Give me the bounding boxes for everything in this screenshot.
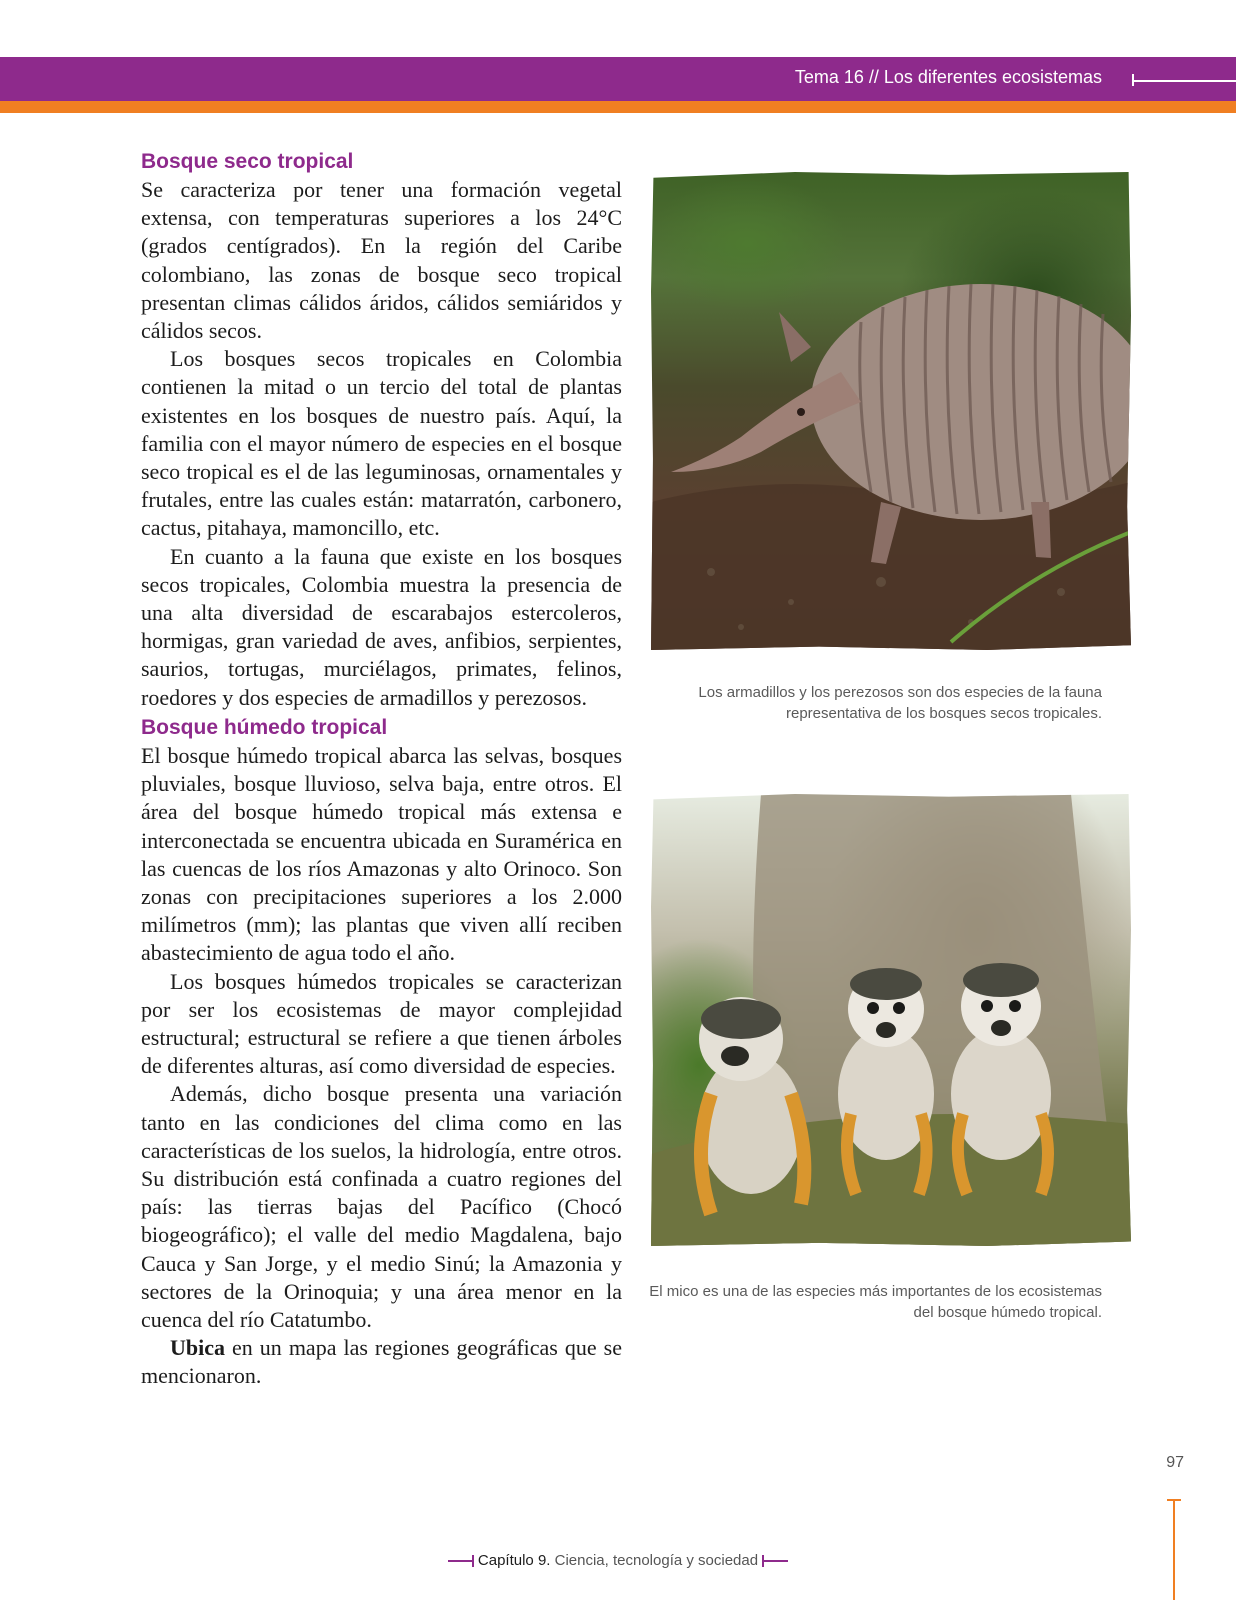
footer-rule-left: [448, 1560, 474, 1562]
paragraph: En cuanto a la fauna que existe en los bosques secos tropicales, Colombia muestra la presencia de una alta diversidad de escarabajos estercoleros, hormigas, gran variedad de aves, anfibios, serpientes, saurios, tortugas, murciélagos, primates, felinos, roedores y dos especies de armadillos y perezosos.: [141, 543, 622, 710]
section-bosque-humedo: [141, 714, 622, 1391]
footer-chapter-title: Ciencia, tecnología y sociedad: [550, 1552, 759, 1569]
page-edge-line: [1173, 1500, 1175, 1600]
squirrel-monkey-photo: [651, 794, 1131, 1246]
section-bosque-seco: [141, 148, 622, 712]
heading-bosque-humedo: Bosque húmedo tropical: [141, 716, 388, 739]
monkeys-illustration: [651, 794, 1131, 1246]
activity-keyword: Ubica: [170, 1335, 225, 1361]
section-title: Tema 16 // Los diferentes ecosistemas: [794, 67, 1102, 87]
monkey-caption: El mico es una de las especies más importantes de los ecosistemas del bosque húmedo tropical.: [649, 1283, 1102, 1321]
header-accent-stripe: [0, 101, 1236, 113]
page-number: 97: [1166, 1454, 1184, 1471]
armadillo-photo: [651, 172, 1131, 650]
paragraph: Además, dicho bosque presenta una variación tanto en las condiciones del clima como en las características de los suelos, la hidrología, entre otros. Su distribución está confinada a cuatro regiones del país: las tierras bajas del Pacífico (Chocó biogeográfico); el valle del medio Magdalena, bajo Cauca y San Jorge, y el medio Sinú; la Amazonia y sectores de la Orinoquia; y una área menor en la cuenca del río Catatumbo.: [141, 1081, 622, 1333]
paragraph: Se caracteriza por tener una formación vegetal extensa, con temperaturas superiores a los 24°C (grados centígrados). En la región del Caribe colombiano, las zonas de bosque seco tropical presentan climas cálidos áridos, cálidos semiáridos y cálidos secos.: [141, 177, 622, 344]
header-rule: [1132, 80, 1236, 82]
activity-text: en un mapa las regiones geográficas que se mencionaron.: [141, 1335, 622, 1389]
paragraph: Los bosques secos tropicales en Colombia contienen la mitad o un tercio del total de plantas existentes en los bosques de nuestro país. Aquí, la familia con el mayor número de especies en el bosque seco tropical es el de las leguminosas, ornamentales y frutales, entre las cuales están: matarratón, carbonero, cactus, pitahaya, mamoncillo, etc.: [141, 346, 622, 541]
armadillo-illustration: [651, 172, 1131, 650]
heading-bosque-seco: Bosque seco tropical: [141, 150, 354, 173]
paragraph: El bosque húmedo tropical abarca las selvas, bosques pluviales, bosque lluvioso, selva baja, entre otros. El área del bosque húmedo tropical más extensa e interconectada se encuentra ubicada en Suramérica en las cuencas de los ríos Amazonas y alto Orinoco. Son zonas con precipitaciones superiores a los 2.000 milímetros (mm); las plantas que viven allí reciben abastecimiento de agua todo el año.: [141, 743, 622, 966]
armadillo-caption: Los armadillos y los perezosos son dos especies de la fauna representativa de los bosques secos tropicales.: [698, 684, 1102, 722]
paragraph: Los bosques húmedos tropicales se caracterizan por ser los ecosistemas de mayor complejidad estructural; estructural se refiere a que tienen árboles de diferentes alturas, así como diversidad de especies.: [141, 968, 622, 1079]
activity-paragraph: [141, 1334, 622, 1390]
chapter-footer: [0, 1552, 1236, 1569]
footer-rule-right: [762, 1560, 788, 1562]
footer-chapter-label: Capítulo 9.: [477, 1552, 551, 1569]
